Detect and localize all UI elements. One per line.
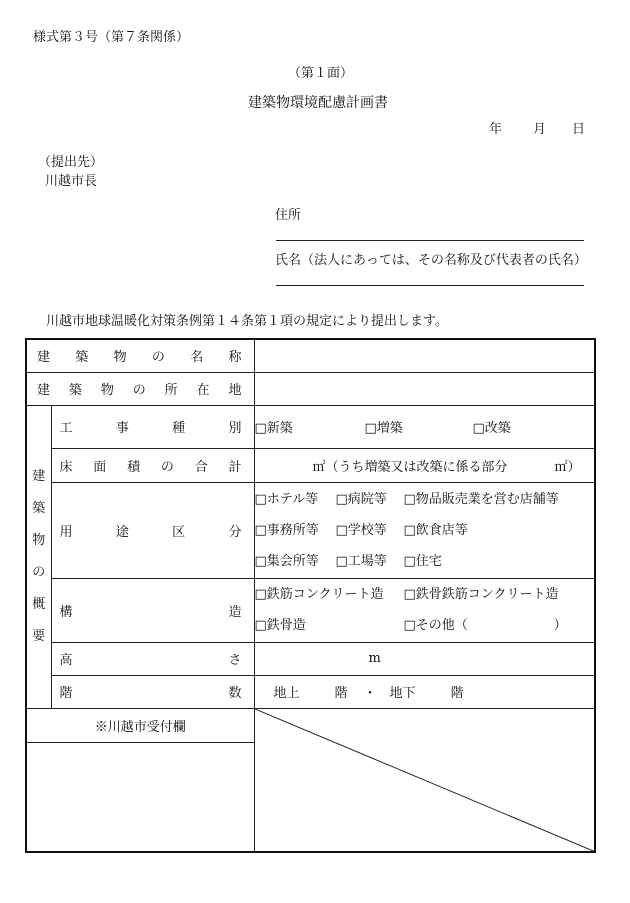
recipient-label: （提出先） — [38, 155, 104, 170]
construction-type-label: 工 事 種 別 — [59, 421, 242, 436]
floors-label: 階 数 — [59, 686, 242, 701]
date-year: 年 — [489, 122, 503, 137]
building-location-label: 建 築 物 の 所 在 地 — [37, 383, 242, 398]
row-structure — [26, 578, 595, 642]
row-floors — [26, 675, 595, 708]
reception-field[interactable] — [26, 742, 254, 852]
option-src[interactable]: □鉄骨鉄筋コンクリート造 — [403, 587, 559, 602]
floors-separator: ・ — [363, 686, 377, 701]
option-office[interactable]: □事務所等 — [254, 522, 319, 538]
address-field-line[interactable] — [276, 240, 584, 241]
date-day: 日 — [572, 122, 586, 137]
address-label: 住所 — [275, 208, 302, 223]
option-other[interactable]: □その他（ — [403, 618, 468, 633]
document-title: 建築物環境配慮計画書 — [248, 95, 388, 111]
row-reception-header — [26, 708, 595, 742]
option-extension[interactable]: □増築 — [364, 421, 403, 436]
diagonal-line — [255, 709, 595, 852]
floor-area-text: ㎡（うち増築又は改築に係る部分 — [312, 459, 508, 475]
floors-above-unit: 階 — [334, 686, 348, 701]
option-hotel[interactable]: □ホテル等 — [254, 491, 319, 507]
reception-label: ※川越市受付欄 — [26, 708, 254, 742]
option-rc[interactable]: □鉄筋コンクリート造 — [254, 587, 384, 602]
row-building-name — [26, 339, 595, 372]
structure-label: 構 造 — [59, 604, 242, 620]
name-label: 氏名（法人にあっては、その名称及び代表者の氏名） — [275, 253, 587, 268]
option-steel[interactable]: □鉄骨造 — [254, 618, 306, 633]
submission-statement: 川越市地球温暖化対策条例第１４条第１項の規定により提出します。 — [46, 314, 448, 329]
floors-below-unit: 階 — [450, 686, 464, 701]
building-overview-table — [25, 338, 596, 853]
row-floor-area — [26, 448, 595, 482]
option-other-close: ） — [553, 618, 567, 633]
option-residence[interactable]: □住宅 — [403, 553, 442, 569]
use-category-label: 用 途 区 分 — [59, 524, 242, 540]
overview-vertical-label: 建 築 物 の 概 要 — [26, 405, 51, 708]
recipient-name: 川越市長 — [45, 174, 98, 189]
row-height — [26, 642, 595, 675]
option-school[interactable]: □学校等 — [335, 522, 387, 538]
form-number: 様式第３号（第７条関係） — [33, 30, 190, 45]
option-assembly[interactable]: □集会所等 — [254, 553, 319, 569]
row-building-location — [26, 372, 595, 405]
option-hospital[interactable]: □病院等 — [335, 491, 387, 507]
option-factory[interactable]: □工場等 — [335, 553, 387, 569]
reception-diagonal-cell — [254, 708, 595, 852]
floor-area-unit: ㎡） — [554, 459, 581, 475]
option-restaurant[interactable]: □飲食店等 — [403, 522, 468, 538]
date-month: 月 — [533, 122, 547, 137]
height-field[interactable] — [254, 642, 595, 675]
height-label: 高 さ — [59, 653, 242, 668]
building-name-field[interactable] — [254, 339, 595, 372]
row-construction-type — [26, 405, 595, 448]
name-field-line[interactable] — [276, 285, 584, 286]
floors-below-label: 地下 — [389, 686, 416, 701]
page-label: （第１面） — [288, 66, 354, 81]
option-retail[interactable]: □物品販売業を営む店舗等 — [403, 491, 559, 507]
building-name-label: 建 築 物 の 名 称 — [37, 350, 242, 366]
floor-area-label: 床 面 積 の 合 計 — [59, 459, 242, 475]
option-new-construction[interactable]: □新築 — [254, 421, 293, 436]
row-use-category — [26, 482, 595, 578]
option-reconstruction[interactable]: □改築 — [472, 421, 511, 436]
height-unit: m — [368, 651, 381, 666]
floors-above-label: 地上 — [273, 686, 300, 701]
floors-field[interactable] — [254, 675, 595, 708]
building-location-field[interactable] — [254, 372, 595, 405]
floor-area-field[interactable] — [254, 448, 595, 482]
